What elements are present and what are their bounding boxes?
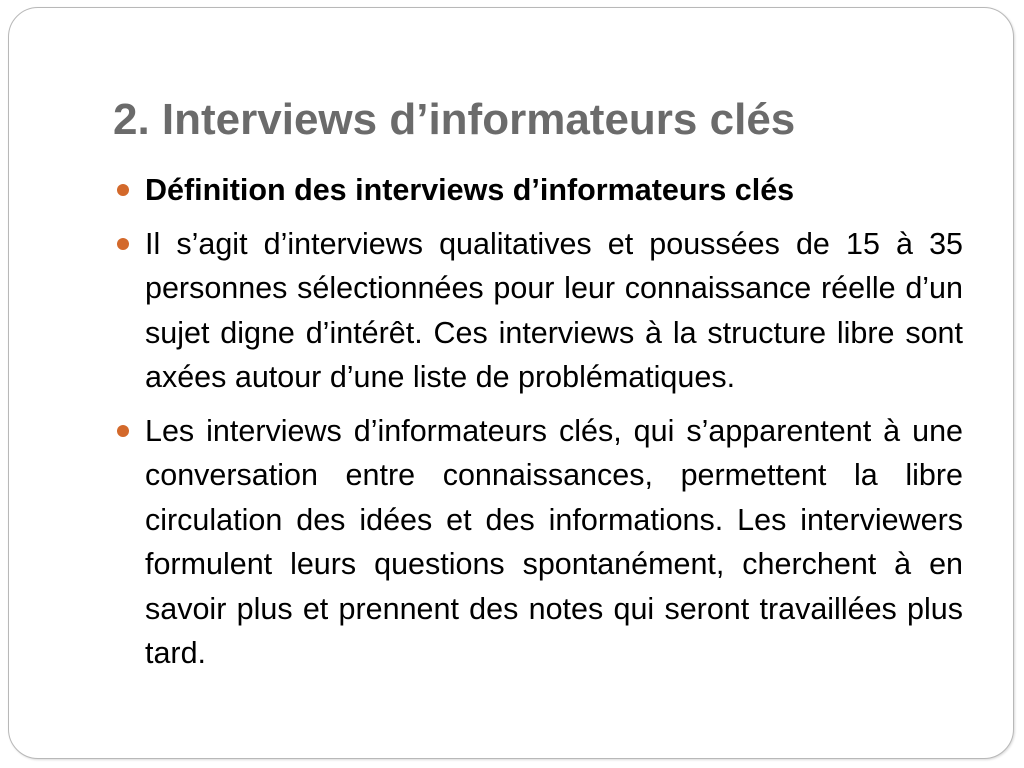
bullet-item-definition — [115, 168, 963, 213]
bullet-dot-icon — [117, 425, 129, 437]
bullet-list — [115, 168, 963, 685]
bullet-text-description: Il s’agit d’interviews qualitatives et poussées de 15 à 35 personnes sélectionnées pour leur connaissance réelle d’un sujet digne d’intérêt. Ces interviews à la structure libre sont axées autour d’une liste de problématiques. — [145, 226, 963, 394]
bullet-item-description — [115, 222, 963, 400]
bullet-dot-icon — [117, 238, 129, 250]
bullet-text-definition: Définition des interviews d’informateurs clés — [145, 173, 795, 207]
bullet-item-conversation — [115, 409, 963, 676]
bullet-text-conversation: Les interviews d’informateurs clés, qui s’apparentent à une conversation entre connaissances, permettent la libre circulation des idées et des informations. Les interviewers formulent leurs questions spontanément, cherchent à en savoir plus et prennent des notes qui seront travaillées plus tard. — [145, 413, 963, 670]
slide-title: 2. Interviews d’informateurs clés — [113, 95, 796, 144]
bullet-dot-icon — [117, 184, 129, 196]
